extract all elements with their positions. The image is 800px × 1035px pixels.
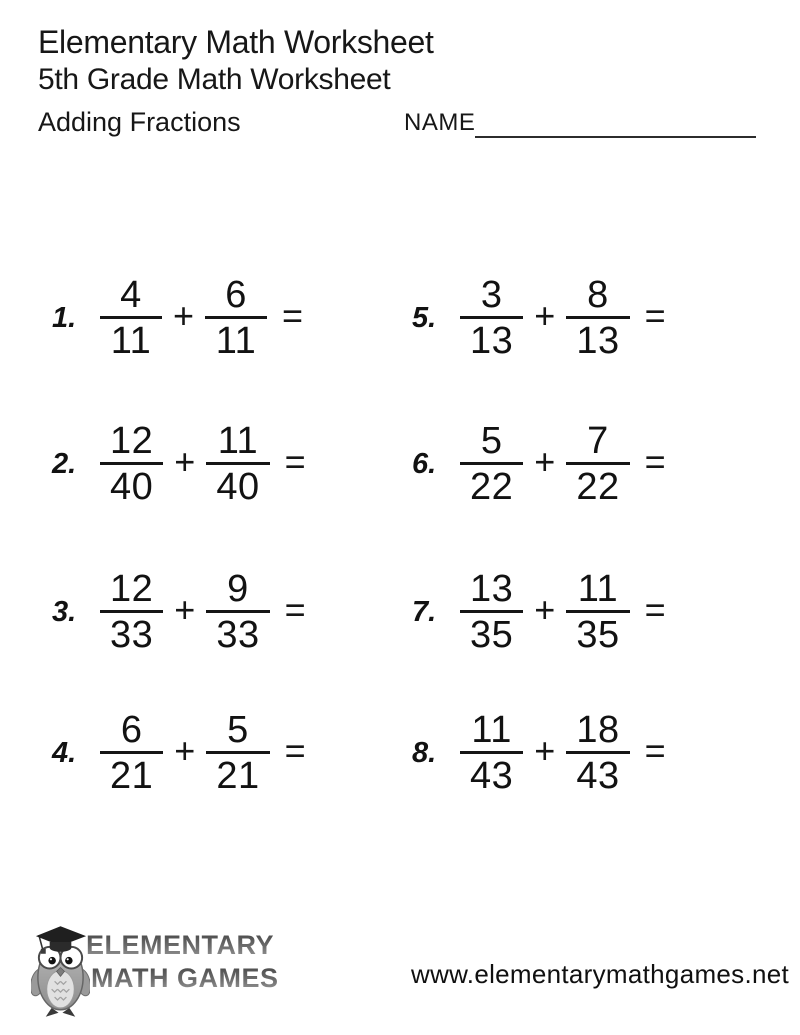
fraction-denominator: 21: [216, 755, 260, 797]
equals-sign: =: [284, 589, 306, 630]
fraction-numerator: 5: [227, 709, 249, 751]
fraction-numerator: 11: [217, 420, 259, 462]
fraction-denominator: 21: [110, 755, 154, 797]
fraction-second: [206, 420, 269, 508]
name-label: NAME: [404, 109, 476, 136]
fraction-bar: [206, 462, 269, 465]
fraction-denominator: 22: [470, 466, 514, 508]
fraction-second: [566, 568, 629, 656]
fraction-bar: [460, 462, 523, 465]
fraction-denominator: 35: [576, 614, 620, 656]
fraction-bar: [460, 610, 523, 613]
fraction-numerator: 5: [480, 420, 503, 462]
fraction-denominator: 40: [216, 466, 260, 508]
equals-sign: =: [282, 295, 304, 336]
fraction-bar: [100, 462, 163, 465]
logo-text: [86, 929, 279, 995]
plus-operator: +: [534, 589, 556, 630]
fraction-first: [100, 709, 163, 797]
equals-sign: =: [644, 589, 666, 630]
fraction-denominator: 43: [470, 755, 514, 797]
fraction-denominator: 13: [470, 320, 514, 362]
fraction-bar: [460, 751, 523, 754]
problem-number: 4.: [52, 736, 77, 769]
worksheet-subtitle: 5th Grade Math Worksheet: [38, 63, 391, 96]
fraction-first: [460, 709, 523, 797]
fraction-numerator: 6: [225, 274, 247, 316]
fraction-second: [205, 274, 267, 362]
fraction-numerator: 13: [470, 568, 514, 610]
problem-number: 1.: [52, 301, 77, 334]
fraction-first: [460, 568, 523, 656]
fraction-numerator: 11: [577, 568, 619, 610]
fraction-numerator: 6: [120, 709, 143, 751]
fraction-bar: [566, 610, 629, 613]
plus-operator: +: [173, 295, 195, 336]
fraction-denominator: 11: [215, 320, 257, 362]
problem-number: 6.: [412, 447, 437, 480]
fraction-denominator: 35: [470, 614, 514, 656]
fraction-numerator: 8: [587, 274, 609, 316]
plus-operator: +: [534, 730, 556, 771]
fraction-numerator: 18: [576, 709, 620, 751]
problem-row: [408, 272, 666, 364]
fraction-numerator: 12: [110, 420, 154, 462]
fraction-bar: [100, 751, 163, 754]
plus-operator: +: [174, 589, 196, 630]
fraction-bar: [205, 316, 267, 319]
fraction-first: [100, 274, 162, 362]
fraction-second: [566, 274, 629, 362]
equals-sign: =: [284, 441, 306, 482]
fraction-bar: [100, 610, 163, 613]
fraction-bar: [206, 751, 269, 754]
website-url: www.elementarymathgames.net: [411, 959, 790, 989]
fraction-first: [100, 420, 163, 508]
fraction-first: [460, 420, 523, 508]
fraction-denominator: 11: [110, 320, 152, 362]
fraction-bar: [566, 462, 629, 465]
problem-number: 5.: [412, 301, 437, 334]
problem-number: 8.: [412, 736, 437, 769]
problem-row: [48, 566, 306, 658]
equals-sign: =: [284, 730, 306, 771]
worksheet-title: Elementary Math Worksheet: [38, 24, 434, 60]
problem-number: 7.: [412, 595, 437, 628]
worksheet-topic: Adding Fractions: [38, 107, 241, 137]
fraction-bar: [206, 610, 269, 613]
fraction-denominator: 13: [576, 320, 620, 362]
fraction-second: [566, 420, 629, 508]
equals-sign: =: [644, 441, 666, 482]
problem-row: [408, 566, 666, 658]
problem-row: [408, 418, 666, 510]
fraction-denominator: 33: [216, 614, 260, 656]
problem-row: [48, 272, 303, 364]
fraction-first: [100, 568, 163, 656]
plus-operator: +: [174, 730, 196, 771]
fraction-numerator: 4: [120, 274, 142, 316]
problem-row: [408, 707, 666, 799]
plus-operator: +: [534, 441, 556, 482]
fraction-denominator: 22: [576, 466, 620, 508]
fraction-numerator: 12: [110, 568, 154, 610]
logo-line-1: ELEMENTARY: [86, 929, 279, 962]
problem-row: [48, 418, 306, 510]
fraction-numerator: 9: [227, 568, 249, 610]
fraction-bar: [100, 316, 162, 319]
fraction-numerator: 3: [480, 274, 503, 316]
fraction-bar: [460, 316, 523, 319]
fraction-second: [206, 568, 269, 656]
fraction-second: [566, 709, 629, 797]
plus-operator: +: [174, 441, 196, 482]
fraction-first: [460, 274, 523, 362]
fraction-denominator: 33: [110, 614, 154, 656]
fraction-denominator: 43: [576, 755, 620, 797]
problem-number: 3.: [52, 595, 77, 628]
equals-sign: =: [644, 295, 666, 336]
fraction-denominator: 40: [110, 466, 154, 508]
fraction-second: [206, 709, 269, 797]
equals-sign: =: [644, 730, 666, 771]
fraction-numerator: 7: [587, 420, 609, 462]
fraction-bar: [566, 316, 629, 319]
owl-graduation-cap-icon: [31, 920, 90, 1019]
fraction-bar: [566, 751, 629, 754]
problem-row: [48, 707, 306, 799]
fraction-numerator: 11: [471, 709, 512, 751]
plus-operator: +: [534, 295, 556, 336]
problem-number: 2.: [52, 447, 77, 480]
logo-line-2: MATH GAMES: [91, 963, 279, 993]
